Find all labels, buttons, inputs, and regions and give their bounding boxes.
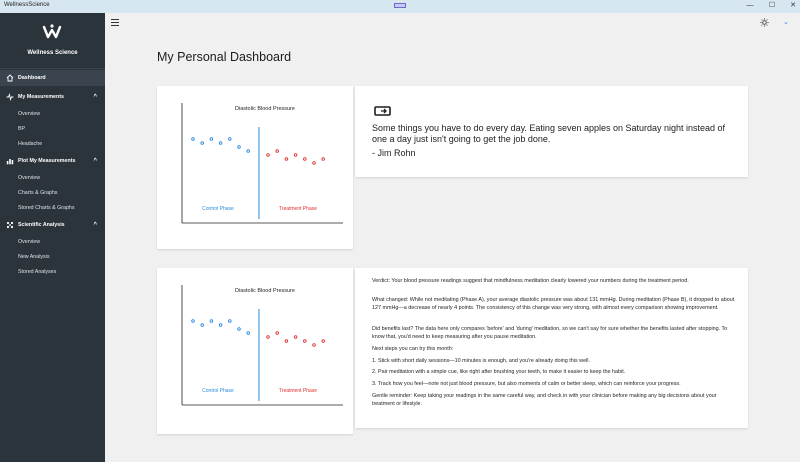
quote-card xyxy=(355,86,748,177)
quote-text: Some things you have to do every day. Eating seven apples on Saturday night instead of one a day just isn't going to get the job done. xyxy=(372,123,726,144)
data-point xyxy=(276,150,279,153)
chart-title: Diastolic Blood Pressure xyxy=(235,288,295,294)
data-point xyxy=(219,142,222,145)
diastolic-chart-2 xyxy=(157,268,353,434)
heartbeat-icon xyxy=(6,93,14,101)
report-reminder: Gentle reminder: Keep taking your readings in the same careful way, and check in with your clinician before making any big decisions about your treatment or lifestyle. xyxy=(372,393,717,408)
data-point xyxy=(229,138,232,141)
sidebar-item-dashboard[interactable] xyxy=(0,70,105,86)
quote-author: - Jim Rohn xyxy=(372,148,416,158)
diastolic-chart-1 xyxy=(157,86,353,249)
sidebar-item-label: New Analysis xyxy=(18,254,50,260)
data-point xyxy=(210,320,213,323)
chart-card-1 xyxy=(157,86,353,249)
sidebar-item-label: Overview xyxy=(18,175,41,181)
sidebar-item-label: BP xyxy=(18,126,26,132)
brand xyxy=(0,13,105,69)
theme-toggle-icon[interactable] xyxy=(760,18,769,27)
data-point xyxy=(267,336,270,339)
data-point xyxy=(313,344,316,347)
sidebar-item-label: My Measurements xyxy=(18,94,64,100)
sidebar-item-label: Stored Analyses xyxy=(18,269,57,275)
sidebar-item-new-analysis[interactable] xyxy=(0,249,105,265)
logo-icon xyxy=(42,24,62,40)
page-title: My Personal Dashboard xyxy=(157,50,292,64)
menu-toggle-icon[interactable] xyxy=(111,19,119,26)
data-point xyxy=(285,340,288,343)
data-point xyxy=(322,158,325,161)
sidebar-item-overview[interactable] xyxy=(0,170,105,186)
data-point xyxy=(201,324,204,327)
brand-name: Wellness Science xyxy=(27,50,78,56)
maximize-button[interactable]: ☐ xyxy=(768,2,776,9)
phase-label: Control Phase xyxy=(202,206,234,212)
minimize-button[interactable]: — xyxy=(746,2,754,9)
data-point xyxy=(247,332,250,335)
report-changed: What changed: While not meditating (Phase A), your average diastolic pressure was about 131 mmHg. During meditation (Phase B), it dropped to about 127 mmHg—a decrease of nearly 4 points. The consistency of this change was very strong, with almost every comparison showing improvement. xyxy=(372,297,735,312)
sidebar-item-label: Plot My Measurements xyxy=(18,158,76,164)
data-point xyxy=(304,340,307,343)
report-verdict: Verdict: Your blood pressure readings suggest that mindfulness meditation clearly lowered your numbers during the treatment period. xyxy=(372,278,689,284)
analysis-report-card xyxy=(355,268,748,428)
chart-icon xyxy=(6,157,14,165)
chevron-down-icon[interactable]: ⌄ xyxy=(783,19,789,26)
drag-handle[interactable] xyxy=(394,3,406,8)
sidebar-item-label: Dashboard xyxy=(18,75,46,81)
data-point xyxy=(322,340,325,343)
report-step-1: 1. Stick with short daily sessions—10 minutes is enough, and you're already doing this well. xyxy=(372,358,590,364)
data-point xyxy=(313,162,316,165)
phase-label: Treatment Phase xyxy=(278,206,318,212)
sidebar-item-stored-analyses[interactable] xyxy=(0,264,105,280)
sidebar-item-label: Scientific Analysis xyxy=(18,222,65,228)
sidebar-item-label: Headache xyxy=(18,141,43,147)
report-next-title: Next steps you can try this month: xyxy=(372,346,454,352)
data-point xyxy=(192,320,195,323)
close-button[interactable]: ✕ xyxy=(790,2,796,9)
data-point xyxy=(201,142,204,145)
data-point xyxy=(210,138,213,141)
sidebar-item-label: Overview xyxy=(18,239,41,245)
data-point xyxy=(247,150,250,153)
chevron-up-icon: ^ xyxy=(93,158,97,164)
chart-card-2 xyxy=(157,268,353,434)
sidebar-item-headache[interactable] xyxy=(0,136,105,152)
data-point xyxy=(267,154,270,157)
data-point xyxy=(294,336,297,339)
chevron-up-icon: ^ xyxy=(93,94,97,100)
report-step-3: 3. Track how you feel—note not just blood pressure, but also moments of calm or better sleep, which can reinforce your progress. xyxy=(372,381,681,387)
sidebar-item-overview[interactable] xyxy=(0,234,105,250)
sidebar-item-label: Stored Charts & Graphs xyxy=(18,205,75,211)
data-point xyxy=(238,146,241,149)
data-point xyxy=(229,320,232,323)
chart-title: Diastolic Blood Pressure xyxy=(235,106,295,112)
sidebar-item-overview[interactable] xyxy=(0,106,105,122)
sidebar-item-charts-graphs[interactable] xyxy=(0,185,105,201)
home-icon xyxy=(6,74,14,82)
data-point xyxy=(294,154,297,157)
sidebar-item-plot-my-measurements[interactable] xyxy=(0,153,105,169)
phase-label: Control Phase xyxy=(202,388,234,394)
sidebar-item-label: Overview xyxy=(18,111,41,117)
quote-icon xyxy=(374,106,392,117)
report-step-2: 2. Pair meditation with a simple cue, like right after brushing your teeth, to make it easier to keep the habit. xyxy=(372,369,626,375)
data-point xyxy=(276,332,279,335)
sidebar-item-label: Charts & Graphs xyxy=(18,190,58,196)
window-title: WellnessScience xyxy=(4,2,50,8)
sidebar-item-scientific-analysis[interactable] xyxy=(0,217,105,233)
data-point xyxy=(219,324,222,327)
sidebar-item-stored-charts-graphs[interactable] xyxy=(0,200,105,216)
phase-label: Treatment Phase xyxy=(278,388,318,394)
molecule-icon xyxy=(6,221,14,229)
data-point xyxy=(238,328,241,331)
sidebar-item-my-measurements[interactable] xyxy=(0,89,105,105)
data-point xyxy=(192,138,195,141)
chevron-up-icon: ^ xyxy=(93,222,97,228)
data-point xyxy=(304,158,307,161)
report-lasted: Did benefits last? The data here only compares 'before' and 'during' meditation, so we can't say for sure whether the benefits lasted after stopping. To know that, you'd need to keep measuring after you pause meditation. xyxy=(372,326,728,341)
sidebar-item-bp[interactable] xyxy=(0,121,105,137)
window-title-bar xyxy=(0,0,800,13)
data-point xyxy=(285,158,288,161)
